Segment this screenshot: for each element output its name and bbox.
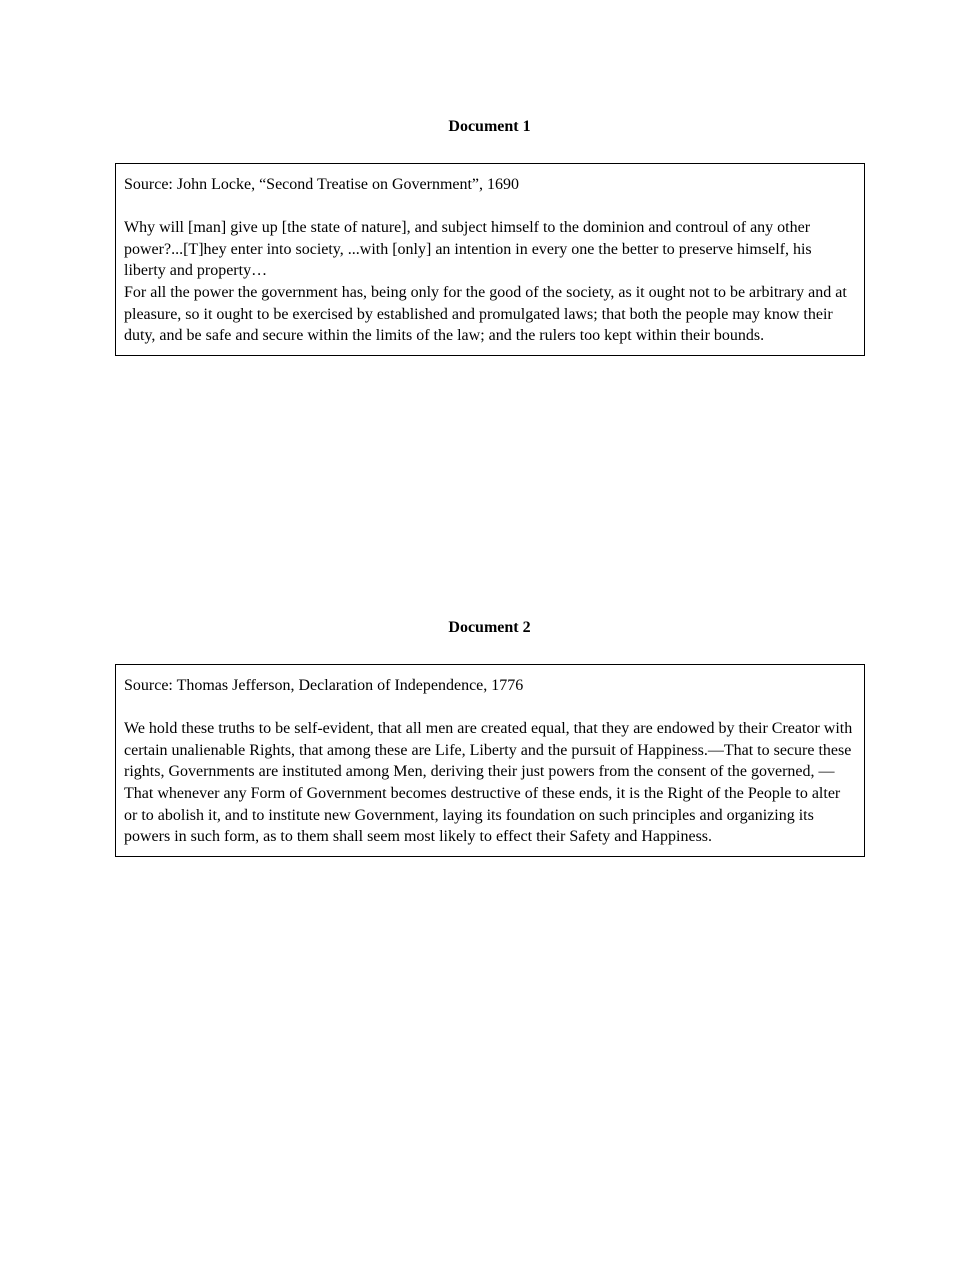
document-2-box xyxy=(115,664,865,857)
document-1-paragraph-1: Why will [man] give up [the state of nature], and subject himself to the dominion and controul of any other power?...[T]hey enter into society, ...with [only] an intention in every one the better to preserve himself, his liberty and property… xyxy=(124,219,812,280)
document-1-paragraph-2: For all the power the government has, being only for the good of the society, as it ought not to be arbitrary and at pleasure, so it ought to be exercised by established and promulgated laws; that both the people may know their duty, and be safe and secure within the limits of the law; and the rulers too kept within their bounds. xyxy=(124,283,847,345)
document-2-paragraph-1: We hold these truths to be self-evident, that all men are created equal, that they are endowed by their Creator with certain unalienable Rights, that among these are Life, Liberty and the pursuit of Happiness.—That to secure these rights, Governments are instituted among Men, deriving their just powers from the consent of the governed, —That whenever any Form of Government becomes destructive of these ends, it is the Right of the People to alter or to abolish it, and to institute new Government, laying its foundation on such principles and organizing its powers in such form, as to them shall seem most likely to effect their Safety and Happiness. xyxy=(124,720,853,846)
document-1-source: Source: John Locke, “Second Treatise on Government”, 1690 xyxy=(124,176,520,193)
document-2-heading: Document 2 xyxy=(448,619,531,636)
document-2-source: Source: Thomas Jefferson, Declaration of Independence, 1776 xyxy=(124,677,524,694)
document-1-box xyxy=(115,163,865,356)
document-1-heading: Document 1 xyxy=(448,118,531,135)
